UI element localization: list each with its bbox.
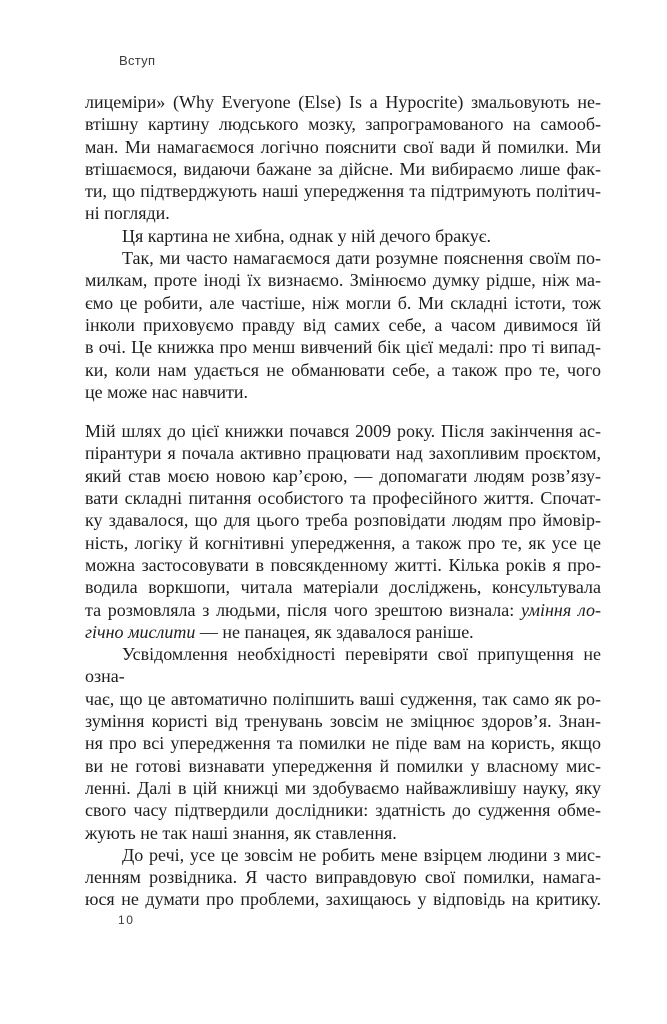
- text-segment: До речі, усе це зовсім не робить мене взірцем людини з мис-: [122, 844, 601, 865]
- text-segment: втішаємося, видаючи бажане за дійсне. Ми вибираємо лише фак-: [85, 158, 601, 179]
- text-segment: можна застосовувати в повсякденному житті. Кілька років я про-: [85, 554, 601, 575]
- text-line: [85, 599, 601, 621]
- italic-text-segment: гічно мислити: [85, 621, 196, 642]
- text-line: [85, 314, 601, 336]
- text-segment: ви не готові визнавати упередження й помилки у власному мис-: [85, 755, 601, 776]
- text-line: [85, 532, 601, 554]
- text-segment: втішну картину людського мозку, запрограмованого на самооб-: [85, 114, 601, 135]
- text-segment: вати складні питання особистого та професійного життя. Спочат-: [85, 488, 601, 509]
- text-line: [85, 732, 601, 754]
- text-line: [85, 621, 601, 643]
- text-line: [85, 269, 601, 291]
- text-line: [85, 822, 601, 844]
- text-line: [85, 688, 601, 710]
- text-line: [85, 465, 601, 487]
- text-segment: юся не думати про проблеми, захищаюсь у відповідь на критику.: [85, 889, 601, 910]
- text-segment: ти, що підтверджують наші упередження та підтримують політич-: [85, 181, 601, 202]
- text-segment: Мій шлях до цієї книжки почався 2009 року. Після закінчення ас-: [85, 421, 601, 442]
- text-line: [85, 202, 601, 224]
- text-line: [85, 554, 601, 576]
- text-segment: який став моєю новою кар’єрою, — допомагати людям розв’язу-: [85, 465, 601, 486]
- text-line: [85, 158, 601, 180]
- text-line: [85, 359, 601, 381]
- paragraph: [85, 247, 601, 403]
- paragraph: [85, 420, 601, 643]
- text-segment: інколи приховуємо правду від самих себе, а часом дивимося їй: [85, 314, 601, 335]
- text-line: [85, 643, 601, 688]
- text-segment: ленні. Далі в цій книжці ми здобуваємо найважливішу науку, яку: [85, 777, 601, 798]
- text-line: [85, 247, 601, 269]
- text-line: [85, 866, 601, 888]
- text-line: [85, 91, 601, 113]
- text-line: [85, 381, 601, 403]
- text-segment: Усвідомлення необхідності перевіряти свої припущення не озна-: [85, 644, 601, 687]
- text-line: [85, 113, 601, 135]
- text-segment: Ця картина не хибна, однак у ній дечого бракує.: [122, 225, 491, 246]
- text-segment: Так, ми часто намагаємося дати розумне пояснення своїм по-: [122, 248, 601, 269]
- text-line: [85, 180, 601, 202]
- text-line: [85, 225, 601, 247]
- paragraph: [85, 643, 601, 844]
- text-line: [85, 799, 601, 821]
- text-line: [85, 487, 601, 509]
- text-segment: ні погляди.: [85, 203, 170, 224]
- text-line: [85, 576, 601, 598]
- text-block: [85, 91, 601, 911]
- text-segment: ку здавалося, що для цього треба розповідати людям про ймовір-: [85, 510, 601, 531]
- text-segment: свого часу підтвердили дослідники: здатність до судження обме-: [85, 800, 601, 821]
- text-segment: милкам, проте іноді їх визнаємо. Змінюємо думку рідше, ніж ма-: [85, 270, 601, 291]
- text-line: [85, 755, 601, 777]
- text-segment: — не панацея, як здавалося раніше.: [195, 621, 474, 642]
- text-line: [85, 136, 601, 158]
- paragraph: [85, 91, 601, 225]
- text-line: [85, 292, 601, 314]
- page-number: 10: [118, 913, 135, 927]
- text-segment: ки, коли нам удається не обманювати себе, а також про те, чого: [85, 359, 601, 380]
- italic-text-segment: уміння ло-: [520, 599, 601, 620]
- text-segment: ленням розвідника. Я часто виправдовую свої помилки, намага-: [85, 867, 601, 888]
- text-line: [85, 844, 601, 866]
- text-line: [85, 777, 601, 799]
- text-segment: лицеміри» (Why Everyone (Else) Is a Hypocrite) змальовують не-: [85, 92, 601, 112]
- text-segment: в очі. Це книжка про менш вивчений бік цієї медалі: про ті випад-: [85, 337, 601, 358]
- text-segment: це може нас навчити.: [85, 381, 248, 402]
- text-line: [85, 420, 601, 442]
- paragraph: [85, 844, 601, 911]
- text-segment: чає, що це автоматично поліпшить ваші судження, так само як ро-: [85, 688, 601, 709]
- paragraph: [85, 225, 601, 247]
- text-segment: пірантури я почала активно працювати над захопливим проєктом,: [85, 443, 601, 464]
- text-line: [85, 710, 601, 732]
- text-line: [85, 888, 601, 910]
- text-line: [85, 509, 601, 531]
- text-line: [85, 442, 601, 464]
- text-segment: ємо це робити, але частіше, ніж могли б. Ми складні істоти, тож: [85, 292, 601, 313]
- text-segment: та розмовляла з людьми, після чого зрештою визнала:: [85, 599, 521, 620]
- text-segment: ня про всі упередження та помилки не піде вам на користь, якщо: [85, 733, 601, 754]
- text-segment: зуміння користі від тренувань зовсім не зміцнює здоров’я. Знан-: [85, 711, 601, 732]
- text-segment: водила воркшопи, читала матеріали досліджень, консультувала: [85, 577, 601, 598]
- text-segment: ність, логіку й когнітивні упередження, а також про те, як усе це: [85, 532, 601, 553]
- running-header: Вступ: [119, 53, 156, 68]
- text-line: [85, 336, 601, 358]
- text-segment: ман. Ми намагаємося логічно пояснити свої вади й помилки. Ми: [85, 136, 601, 157]
- text-segment: жують не так наші знання, як ставлення.: [85, 822, 397, 843]
